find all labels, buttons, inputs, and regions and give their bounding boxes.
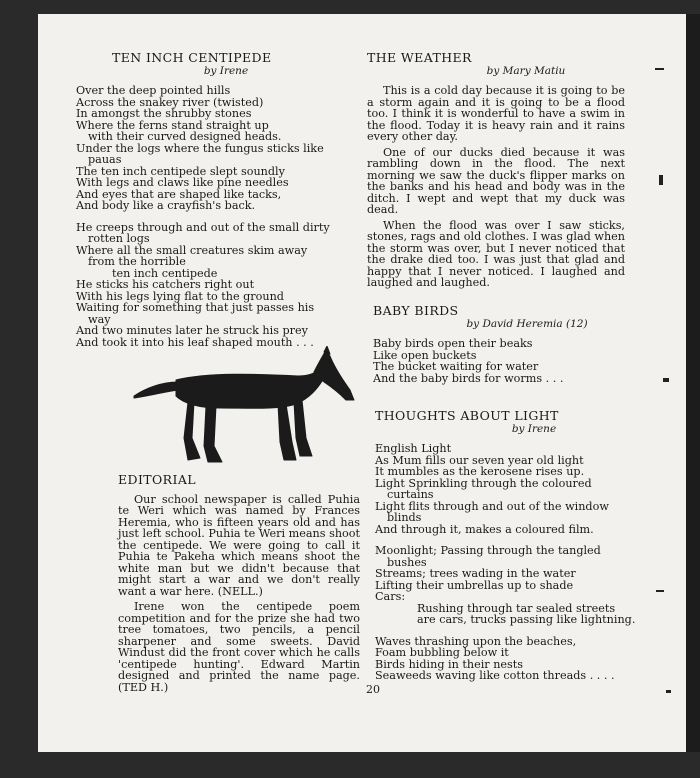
poem-line: And took it into his leaf shaped mouth . . . [76, 335, 314, 349]
poem-title-centipede: TEN INCH CENTIPEDE [112, 50, 272, 65]
poem-line: And two minutes later he struck his prey [76, 324, 308, 337]
poem-line: With his legs lying flat to the ground [76, 289, 284, 303]
horse-head [314, 350, 354, 400]
page-number: 20 [366, 683, 380, 696]
margin-mark [666, 690, 671, 693]
poem-line: The ten inch centipede slept soundly [76, 164, 285, 178]
poem-line: Waiting for something that just passes his [76, 301, 315, 314]
weather-paragraph: This is a cold day because it is going to be a storm again and it is going to be a flood too. I think it is wonderful to have a swim in the flood. Today it is heavy rain and it rains every other day. [367, 84, 625, 143]
weather-paragraph: When the flood was over I saw sticks, stones, rags and old clothes. I was glad when the storm was over, but I never noticed that the drake died too. I was just that glad and happy that I never noticed. I laughed and laughed and laughed. [367, 218, 625, 289]
horse-ear [324, 346, 330, 354]
poem-line: Over the deep pointed hills [76, 84, 231, 97]
poem-author-centipede: by Irene [203, 64, 249, 77]
poem-line: are cars, trucks passing like lightning. [417, 613, 636, 626]
poem-line: And through it, makes a coloured film. [375, 522, 594, 536]
poem-line: The bucket waiting for water [373, 360, 539, 373]
poem-line: He sticks his catchers right out [76, 278, 255, 291]
poem-line: It mumbles as the kerosene rises up. [375, 465, 585, 478]
poem-line: With legs and claws like pine needles [76, 176, 289, 189]
poem-line: curtains [387, 488, 434, 501]
poem-line: Baby birds open their beaks [373, 337, 533, 350]
centipede-stanza-2 [76, 222, 356, 349]
horse-tail [134, 382, 178, 398]
editorial-paragraph: Irene won the centipede poem competition and for the prize she had two tree tomatoes, two pencils, a pencil sharpener and some sweets. David Windust did the front cover which he calls 'centipede hunting'. Edward Martin designed and printed the name page. (TED H.) [118, 600, 360, 694]
poem-line: Light flits through and out of the window [375, 499, 609, 513]
poem-line: As Mum fills our seven year old light [375, 453, 584, 467]
poem-line: Waves thrashing upon the beaches, [375, 634, 577, 648]
next-page-edge [686, 14, 700, 752]
margin-mark [655, 68, 664, 70]
poem-line: Birds hiding in their nests [375, 657, 523, 671]
poem-line: Seaweeds waving like cotton threads . . . . [375, 669, 615, 682]
poem-line: Across the snakey river (twisted) [76, 95, 264, 109]
horse-drawing [128, 346, 358, 468]
left-column [76, 52, 356, 358]
poem-line: Where all the small creatures skim away [76, 243, 308, 257]
poem-line: Like open buckets [373, 348, 477, 362]
poem-line: Where the ferns stand straight up [76, 118, 269, 132]
poem-line: Lifting their umbrellas up to shade [375, 578, 574, 592]
editorial-title: EDITORIAL [118, 472, 196, 487]
poem-line: bushes [387, 555, 427, 569]
poem-author-birds: by David Heremia (12) [466, 317, 588, 330]
poem-title-birds: BABY BIRDS [373, 303, 459, 318]
editorial-paragraph: Our school newspaper is called Puhia te Weri which was named by Frances Heremia, who is fifteen years old and has just left school. Puhia te Weri means shoot the centipede. We were going to call it Puhia te Pakeha which means shoot the white man but we didn't because that might start a war and we don't really want a war here. (NELL.) [118, 492, 360, 598]
poem-line: pauas [88, 153, 122, 166]
poem-title-light: THOUGHTS ABOUT LIGHT [375, 408, 559, 423]
horse-leg [278, 404, 296, 460]
weather-paragraph: One of our ducks died because it was rambling down in the flood. The next morning we saw the duck's flipper marks on the banks and his head and body was in the ditch. I wept and wept that my duck was dead. [367, 145, 625, 216]
poem-line: Cars: [375, 590, 406, 603]
poem-line: ten inch centipede [112, 266, 218, 280]
margin-mark [656, 590, 664, 592]
light-section [375, 408, 636, 692]
poem-line: Moonlight; Passing through the tangled [375, 544, 601, 557]
light-stanza-2 [375, 544, 636, 626]
poem-line: from the horrible [88, 255, 186, 268]
horse-leg [184, 402, 200, 460]
horse-leg [204, 406, 222, 462]
poem-line: rotten logs [88, 232, 150, 245]
poem-title-weather: THE WEATHER [367, 50, 472, 65]
poem-line: blinds [387, 511, 422, 524]
poem-author-light: by Irene [511, 422, 557, 435]
right-column [367, 52, 625, 293]
poem-line: Under the logs where the fungus sticks like [76, 141, 324, 155]
poem-line: Rushing through tar sealed streets [417, 601, 616, 615]
margin-mark [659, 175, 663, 185]
margin-mark [663, 378, 669, 382]
poem-line: English Light [375, 442, 452, 455]
poem-line: Light Sprinkling through the coloured [375, 476, 592, 490]
light-stanza-1 [375, 443, 633, 535]
poem-line: with their curved designed heads. [88, 130, 282, 143]
poem-line: And the baby birds for worms . . . [373, 371, 564, 385]
centipede-stanza-1 [76, 85, 356, 212]
horse-leg [294, 400, 312, 456]
poem-line: way [88, 312, 111, 326]
poem-author-weather: by Mary Matiu [486, 64, 566, 77]
light-stanza-3 [375, 636, 633, 682]
editorial-section [118, 474, 360, 697]
baby-birds-section [373, 305, 631, 384]
poem-line: In amongst the shrubby stones [76, 107, 252, 120]
poem-line: Streams; trees wading in the water [375, 567, 576, 580]
poem-line: He creeps through and out of the small dirty [76, 220, 330, 234]
poem-line: Foam bubbling below it [375, 646, 509, 659]
poem-line: And body like a crayfish's back. [76, 199, 256, 212]
poem-line: And eyes that are shaped like tacks, [76, 187, 282, 201]
